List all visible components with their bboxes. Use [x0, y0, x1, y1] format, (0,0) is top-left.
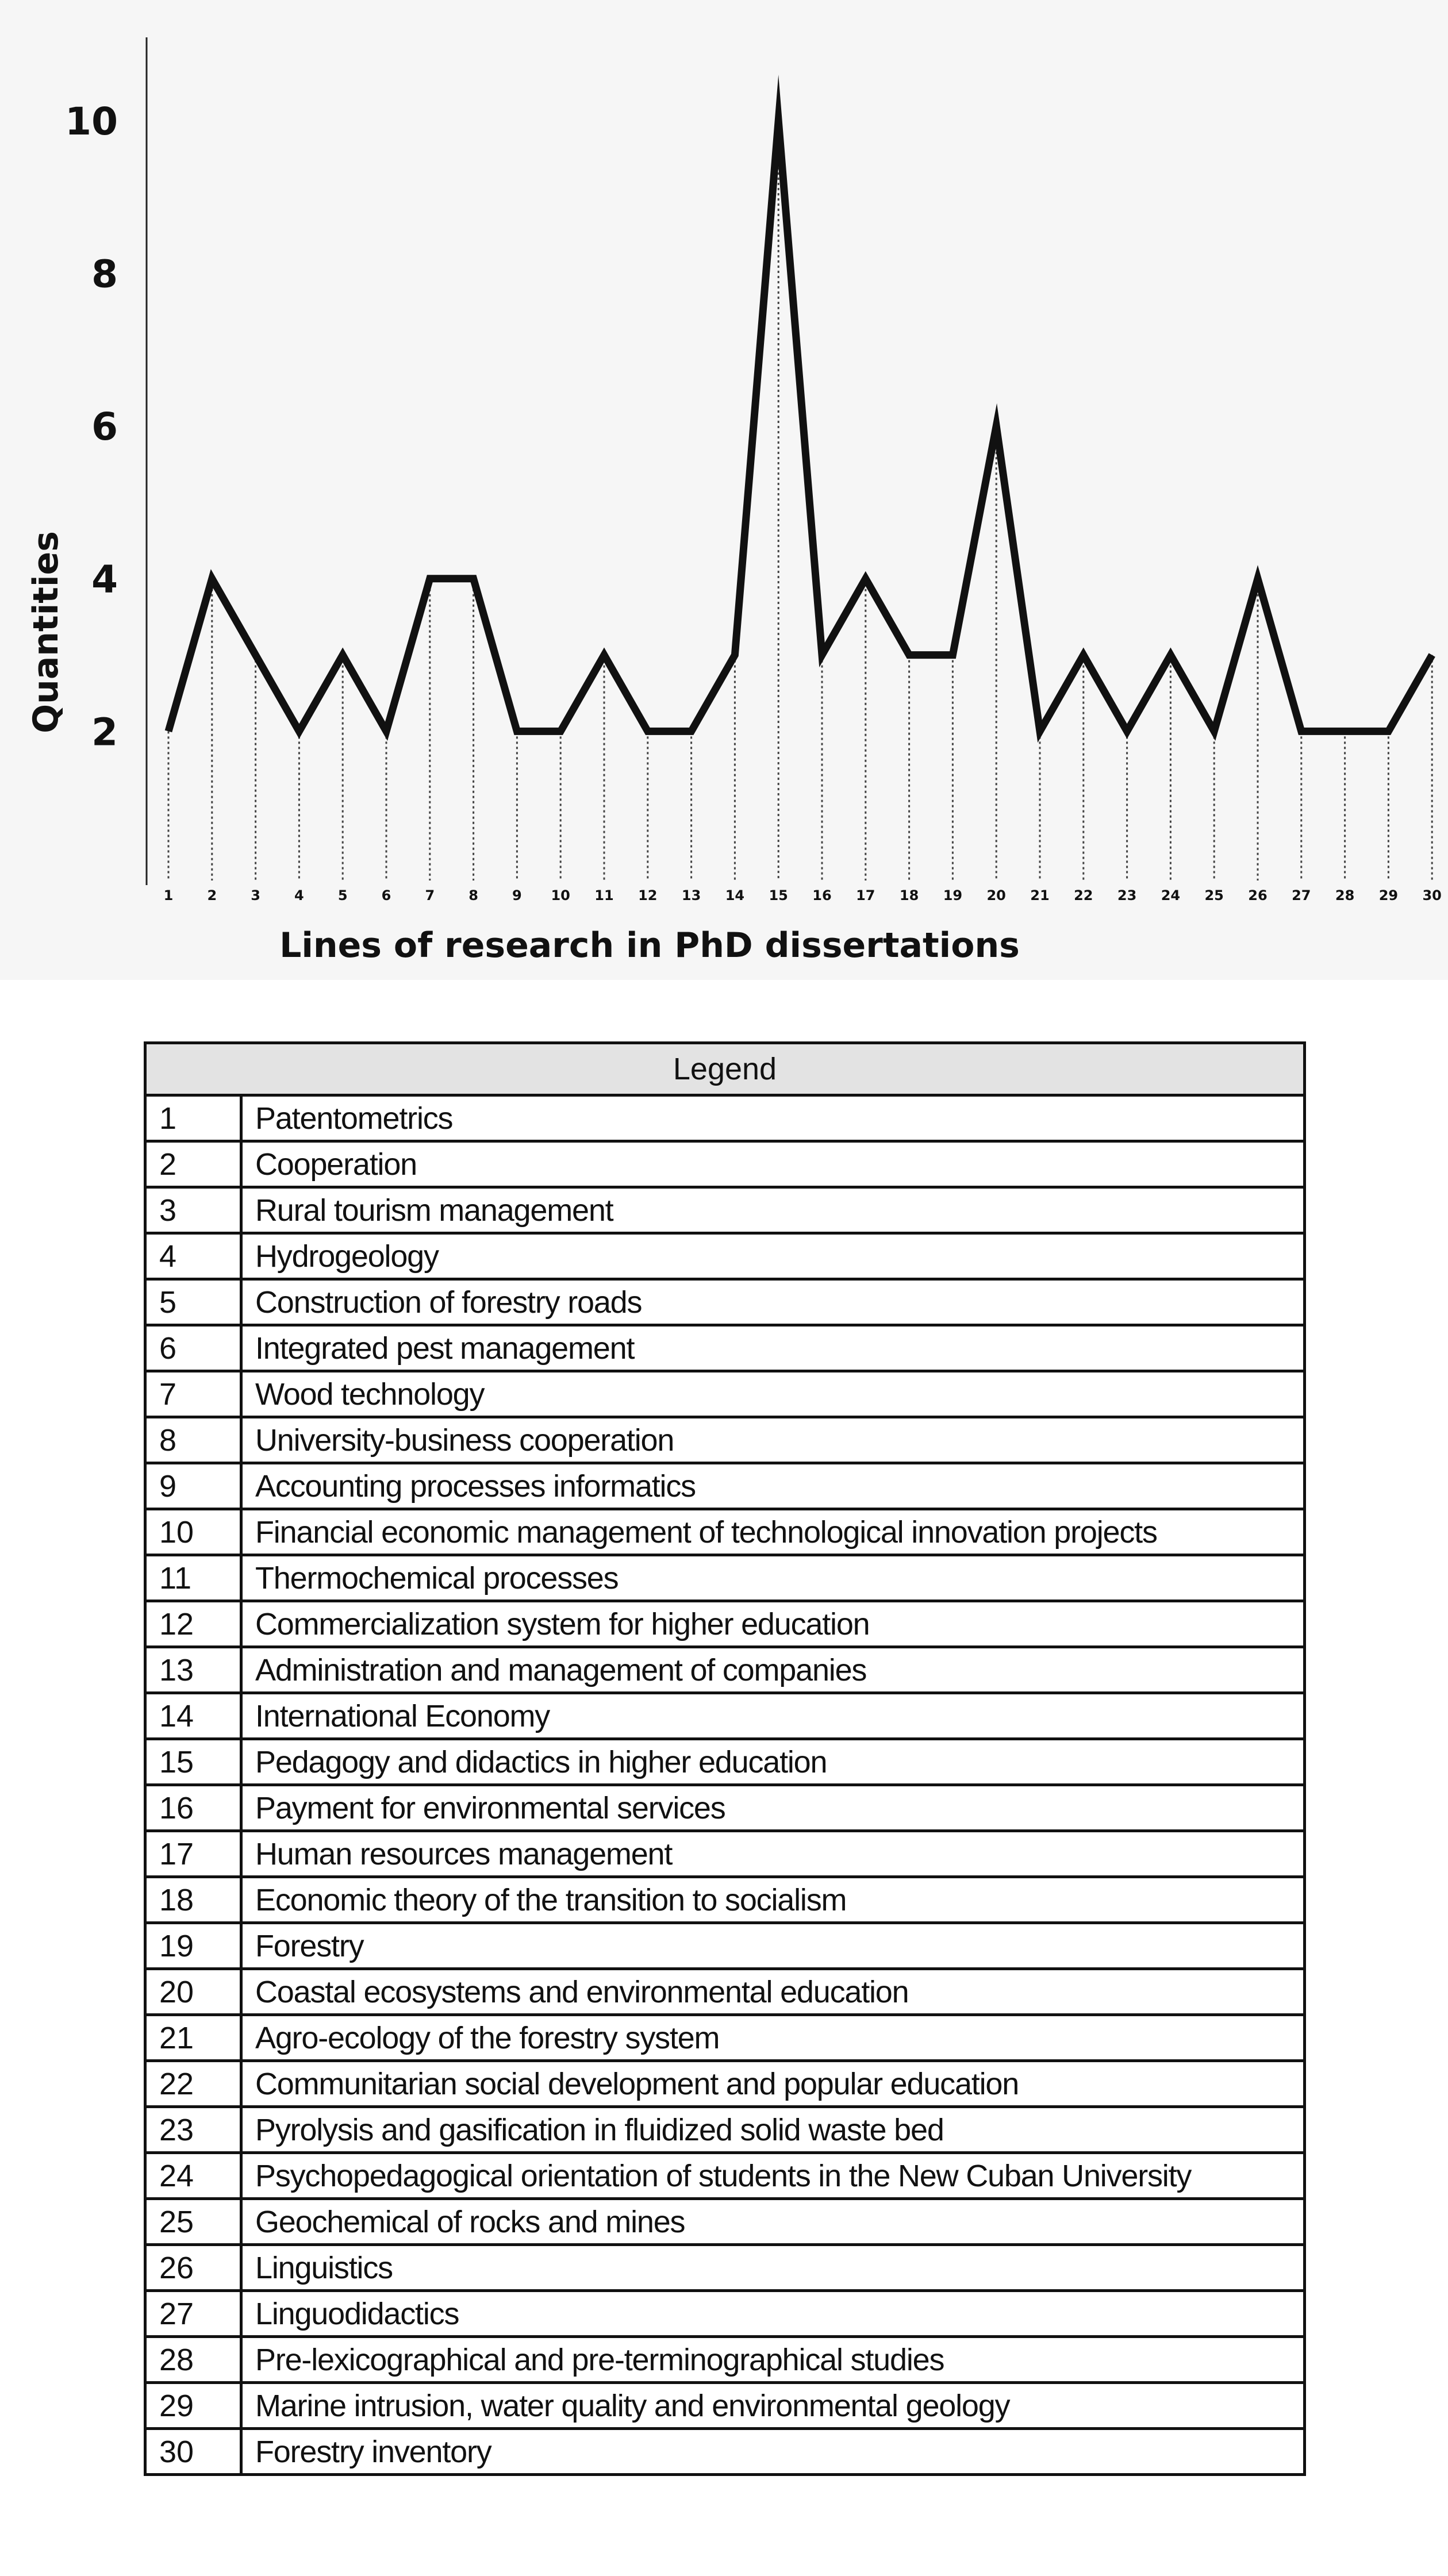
legend-row-label: Cooperation	[241, 1141, 1305, 1187]
legend-row-label: Forestry inventory	[241, 2429, 1305, 2475]
legend-row	[145, 1187, 1305, 1233]
legend-row-label: Commercialization system for higher education	[241, 1601, 1305, 1647]
legend-row-number: 16	[145, 1785, 241, 1831]
legend-row	[145, 2153, 1305, 2199]
legend-row	[145, 2107, 1305, 2153]
legend-row-label: Psychopedagogical orientation of students in the New Cuban University	[241, 2153, 1305, 2199]
legend-row	[145, 1325, 1305, 1371]
x-tick-label: 4	[294, 887, 304, 903]
legend-row-number: 17	[145, 1831, 241, 1877]
legend-row-label: Hydrogeology	[241, 1233, 1305, 1279]
legend-row-number: 9	[145, 1463, 241, 1509]
series-line	[168, 121, 1432, 731]
legend-row	[145, 1647, 1305, 1693]
legend-row-label: Thermochemical processes	[241, 1555, 1305, 1601]
x-tick-label: 9	[512, 887, 522, 903]
legend-row	[145, 1509, 1305, 1555]
legend-row-number: 11	[145, 1555, 241, 1601]
legend-body	[145, 1095, 1305, 2475]
legend-row-label: Human resources management	[241, 1831, 1305, 1877]
legend-row	[145, 2291, 1305, 2337]
legend-row-label: Linguodidactics	[241, 2291, 1305, 2337]
y-tick-label: 6	[91, 405, 118, 449]
legend-row-number: 12	[145, 1601, 241, 1647]
x-tick-label: 28	[1335, 887, 1355, 903]
legend-row	[145, 1279, 1305, 1325]
legend-row-number: 27	[145, 2291, 241, 2337]
x-tick-label: 2	[207, 887, 217, 903]
y-tick-label: 4	[91, 557, 118, 602]
legend-row-number: 23	[145, 2107, 241, 2153]
x-tick-label: 6	[381, 887, 391, 903]
legend-row-number: 28	[145, 2337, 241, 2383]
x-tick-label: 17	[856, 887, 875, 903]
drop-lines	[168, 121, 1432, 881]
x-tick-label: 12	[638, 887, 658, 903]
legend-row	[145, 2383, 1305, 2429]
legend-row-label: Administration and management of companies	[241, 1647, 1305, 1693]
y-tick-label: 8	[91, 252, 118, 297]
legend-row-number: 26	[145, 2245, 241, 2291]
legend-row-label: Agro-ecology of the forestry system	[241, 2015, 1305, 2061]
legend-row	[145, 1969, 1305, 2015]
legend-row-number: 8	[145, 1417, 241, 1463]
x-tick-label: 29	[1378, 887, 1399, 903]
x-tick-label: 19	[943, 887, 963, 903]
legend-row-number: 19	[145, 1923, 241, 1969]
x-tick-label: 25	[1204, 887, 1224, 903]
legend-row-number: 20	[145, 1969, 241, 2015]
legend-row-label: Pyrolysis and gasification in fluidized solid waste bed	[241, 2107, 1305, 2153]
legend-row	[145, 1923, 1305, 1969]
legend-row	[145, 1739, 1305, 1785]
legend-row	[145, 2199, 1305, 2245]
legend-row-label: University-business cooperation	[241, 1417, 1305, 1463]
legend-row-label: Integrated pest management	[241, 1325, 1305, 1371]
x-tick-label: 10	[551, 887, 570, 903]
x-tick-label: 20	[986, 887, 1006, 903]
x-tick-label: 1	[163, 887, 174, 903]
legend-row-label: Pedagogy and didactics in higher education	[241, 1739, 1305, 1785]
legend-row-label: Marine intrusion, water quality and environmental geology	[241, 2383, 1305, 2429]
x-tick-label: 3	[251, 887, 260, 903]
line-chart	[0, 0, 1448, 980]
x-tick-label: 23	[1117, 887, 1137, 903]
legend-row	[145, 1463, 1305, 1509]
legend-title: Legend	[145, 1043, 1305, 1095]
legend-row	[145, 1601, 1305, 1647]
x-axis-title: Lines of research in PhD dissertations	[279, 925, 1020, 966]
legend-row	[145, 1555, 1305, 1601]
x-tick-label: 22	[1074, 887, 1093, 903]
y-axis-title: Quantities	[26, 531, 66, 733]
legend-row	[145, 1877, 1305, 1923]
legend-row	[145, 2245, 1305, 2291]
legend-header-row	[145, 1043, 1305, 1095]
y-tick-label: 10	[65, 99, 118, 144]
legend-row-label: Wood technology	[241, 1371, 1305, 1417]
x-tick-label: 18	[899, 887, 919, 903]
legend-row	[145, 2061, 1305, 2107]
y-tick-labels	[65, 99, 118, 754]
x-tick-label: 27	[1292, 887, 1311, 903]
x-tick-label: 7	[425, 887, 435, 903]
legend-row-number: 18	[145, 1877, 241, 1923]
x-tick-label: 14	[725, 887, 745, 903]
legend-row-label: Patentometrics	[241, 1095, 1305, 1141]
legend-row-label: Accounting processes informatics	[241, 1463, 1305, 1509]
legend-table	[144, 1041, 1306, 2476]
legend-row	[145, 1693, 1305, 1739]
legend-row-label: Construction of forestry roads	[241, 1279, 1305, 1325]
legend-row-number: 5	[145, 1279, 241, 1325]
legend-row	[145, 2337, 1305, 2383]
x-tick-label: 8	[468, 887, 478, 903]
legend-row-number: 15	[145, 1739, 241, 1785]
legend-row-number: 4	[145, 1233, 241, 1279]
x-tick-label: 30	[1422, 887, 1442, 903]
legend-row-number: 7	[145, 1371, 241, 1417]
x-tick-label: 15	[769, 887, 788, 903]
legend-row	[145, 2429, 1305, 2475]
legend-row-number: 3	[145, 1187, 241, 1233]
legend-row	[145, 1831, 1305, 1877]
x-tick-label: 21	[1030, 887, 1050, 903]
legend-row-label: Linguistics	[241, 2245, 1305, 2291]
legend-row-number: 6	[145, 1325, 241, 1371]
legend-row-label: Rural tourism management	[241, 1187, 1305, 1233]
legend-row-number: 22	[145, 2061, 241, 2107]
legend-row-label: Economic theory of the transition to socialism	[241, 1877, 1305, 1923]
legend-row-label: Payment for environmental services	[241, 1785, 1305, 1831]
legend-row-number: 25	[145, 2199, 241, 2245]
y-tick-label: 2	[91, 710, 118, 755]
x-tick-label: 5	[337, 887, 348, 903]
x-tick-label: 11	[594, 887, 614, 903]
legend-row-number: 30	[145, 2429, 241, 2475]
x-tick-label: 16	[812, 887, 832, 903]
legend-row-number: 29	[145, 2383, 241, 2429]
legend-row-label: Communitarian social development and popular education	[241, 2061, 1305, 2107]
chart-panel	[0, 0, 1448, 980]
legend-row-label: Geochemical of rocks and mines	[241, 2199, 1305, 2245]
x-tick-label: 24	[1161, 887, 1181, 903]
legend-row	[145, 1233, 1305, 1279]
x-tick-label: 13	[681, 887, 701, 903]
legend-row-number: 2	[145, 1141, 241, 1187]
legend-row	[145, 1371, 1305, 1417]
legend-row-label: Financial economic management of technological innovation projects	[241, 1509, 1305, 1555]
legend-row-number: 14	[145, 1693, 241, 1739]
legend-row-number: 24	[145, 2153, 241, 2199]
legend-row-number: 13	[145, 1647, 241, 1693]
x-tick-label: 26	[1248, 887, 1268, 903]
legend-row-label: Forestry	[241, 1923, 1305, 1969]
legend-row	[145, 1785, 1305, 1831]
legend-row	[145, 1095, 1305, 1141]
x-tick-labels	[164, 887, 1442, 903]
legend-row-number: 21	[145, 2015, 241, 2061]
legend-row	[145, 1417, 1305, 1463]
legend-row-label: Pre-lexicographical and pre-terminographical studies	[241, 2337, 1305, 2383]
legend-row-number: 10	[145, 1509, 241, 1555]
legend-row	[145, 2015, 1305, 2061]
legend-row-number: 1	[145, 1095, 241, 1141]
legend-row-label: International Economy	[241, 1693, 1305, 1739]
legend-row-label: Coastal ecosystems and environmental education	[241, 1969, 1305, 2015]
legend-row	[145, 1141, 1305, 1187]
